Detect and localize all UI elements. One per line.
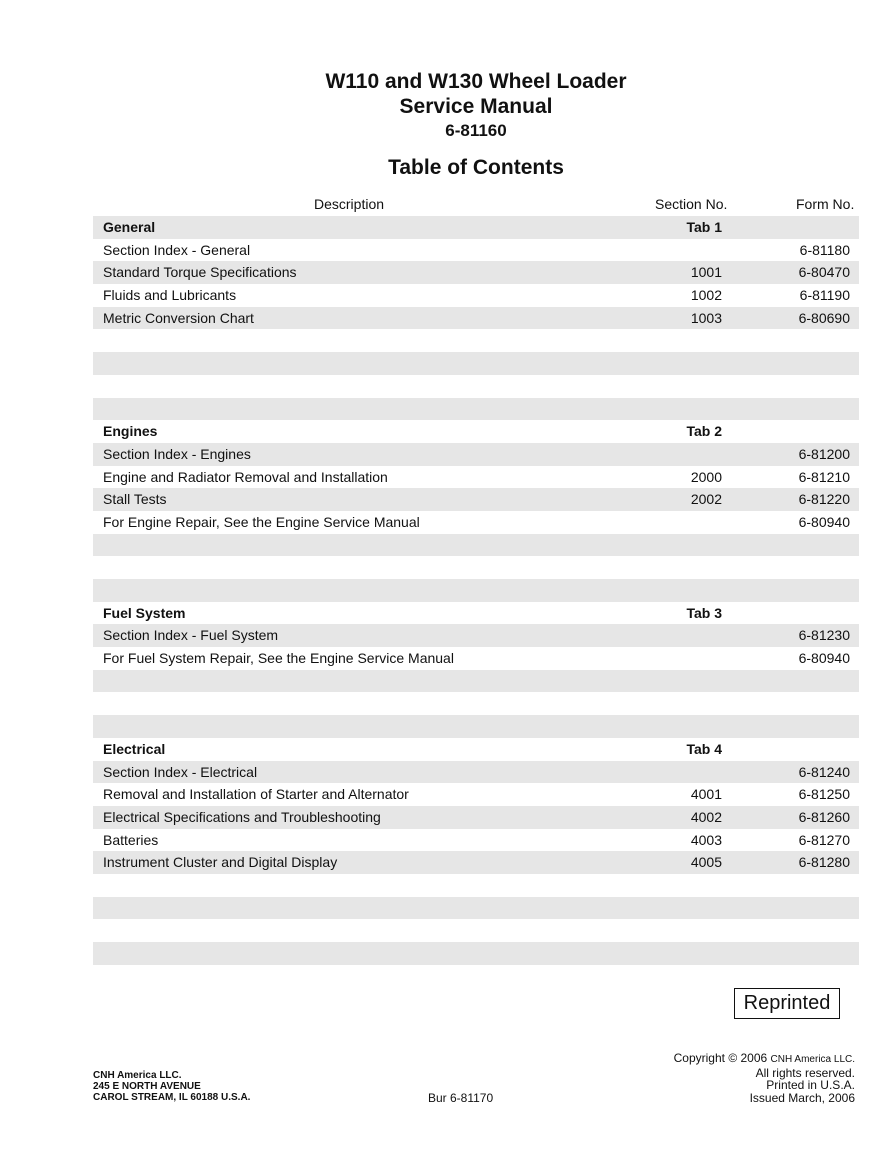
toc-description: Fluids and Lubricants: [103, 287, 237, 304]
toc-description: Fuel System: [103, 604, 186, 621]
toc-section-number: 2000: [690, 468, 722, 485]
toc-form-number: 6-81200: [798, 445, 850, 462]
toc-row: [93, 829, 859, 852]
toc-row: [93, 761, 859, 784]
toc-form-number: 6-80940: [798, 650, 850, 667]
company-city: CAROL STREAM, IL 60188 U.S.A.: [93, 1092, 251, 1103]
toc-form-number: 6-81190: [799, 287, 850, 304]
toc-form-number: 6-81220: [798, 491, 850, 508]
copyright-line: Copyright © 2006 CNH America LLC.: [673, 1051, 855, 1065]
toc-row: [93, 352, 859, 375]
toc-description: Removal and Installation of Starter and Alternator: [103, 786, 409, 803]
toc-row: [93, 647, 859, 670]
toc-section-number: Tab 2: [686, 423, 722, 440]
toc-row: [93, 715, 859, 738]
issued-date: Issued March, 2006: [749, 1091, 855, 1106]
toc-section-number: 4003: [690, 831, 722, 848]
toc-section-header: [93, 602, 859, 625]
toc-section-number: Tab 1: [686, 219, 722, 235]
toc-section-header: [93, 738, 859, 761]
toc-row: [93, 624, 859, 647]
toc-form-number: 6-81210: [798, 468, 850, 485]
column-header-description: Description: [314, 196, 385, 212]
toc-row: [93, 670, 859, 693]
toc-form-number: 6-81180: [799, 241, 850, 258]
company-address: [93, 1070, 250, 1103]
toc-description: Metric Conversion Chart: [103, 309, 254, 326]
toc-section-number: 4001: [690, 786, 722, 803]
toc-row: [93, 488, 859, 511]
toc-form-number: 6-81270: [798, 831, 850, 848]
toc-row: [93, 874, 859, 897]
column-header-section: Section No.: [655, 196, 728, 212]
toc-form-number: 6-81280: [798, 854, 850, 871]
toc-description: Section Index - Engines: [103, 445, 251, 462]
copyright-block: [674, 1052, 855, 1105]
toc-row: [93, 942, 859, 965]
toc-section-number: Tab 4: [686, 740, 722, 757]
toc-description: Section Index - Electrical: [103, 763, 258, 780]
toc-section-number: 2002: [690, 491, 722, 508]
rights-reserved: All rights reserved.: [755, 1065, 855, 1080]
toc-description: General: [103, 219, 156, 235]
column-header-form: Form No.: [796, 196, 855, 212]
toc-section-number: 1003: [690, 309, 722, 326]
toc-section-number: 4005: [690, 854, 722, 871]
toc-row: [93, 466, 859, 489]
toc-row: [93, 919, 859, 942]
toc-description: Stall Tests: [103, 491, 167, 508]
manual-number: 6-81160: [445, 121, 507, 140]
toc-description: Standard Torque Specifications: [103, 264, 297, 281]
toc-row: [93, 579, 859, 602]
toc-section-number: 4002: [690, 808, 722, 825]
company-street: 245 E NORTH AVENUE: [93, 1081, 201, 1092]
toc-section-number: 1001: [690, 264, 722, 281]
manual-title-line2: Service Manual: [399, 95, 553, 118]
toc-row: [93, 897, 859, 920]
toc-row: [93, 556, 859, 579]
toc-description: Batteries: [103, 831, 159, 848]
toc-description: Section Index - Fuel System: [103, 627, 279, 644]
toc-description: For Engine Repair, See the Engine Service Manual: [103, 513, 420, 530]
toc-form-number: 6-80690: [798, 309, 850, 326]
toc-form-number: 6-81230: [798, 627, 850, 644]
toc-section-number: 1002: [690, 287, 722, 304]
toc-form-number: 6-81260: [798, 808, 850, 825]
toc-row: [93, 511, 859, 534]
toc-form-number: 6-80470: [798, 264, 850, 281]
toc-description: Engines: [103, 423, 158, 440]
toc-row: [93, 261, 859, 284]
printed-in: Printed in U.S.A.: [766, 1078, 855, 1093]
toc-row: [93, 329, 859, 352]
toc-title: Table of Contents: [388, 156, 564, 179]
toc-section-number: Tab 3: [686, 604, 722, 621]
toc-row: [93, 534, 859, 557]
toc-section-header: [93, 420, 859, 443]
toc-row: [93, 783, 859, 806]
toc-row: [93, 443, 859, 466]
toc-row: [93, 307, 859, 330]
form-code: Bur 6-81170: [428, 1091, 494, 1105]
toc-description: Electrical: [103, 740, 166, 757]
toc-row: [93, 398, 859, 421]
toc-form-number: 6-80940: [798, 513, 850, 530]
toc-row: [93, 239, 859, 262]
toc-description: Instrument Cluster and Digital Display: [103, 854, 338, 871]
toc-description: Engine and Radiator Removal and Installation: [103, 468, 388, 485]
toc-row: [93, 851, 859, 874]
toc-description: Section Index - General: [103, 241, 251, 258]
manual-title-line1: W110 and W130 Wheel Loader: [325, 70, 627, 93]
toc-row: [93, 692, 859, 715]
toc-row: [93, 806, 859, 829]
toc-form-number: 6-81250: [798, 786, 850, 803]
toc-row: [93, 284, 859, 307]
toc-section-header: [93, 216, 859, 239]
toc-description: For Fuel System Repair, See the Engine Service Manual: [103, 650, 454, 667]
reprinted-stamp: Reprinted: [734, 988, 840, 1019]
toc-table: [93, 216, 859, 965]
toc-form-number: 6-81240: [798, 763, 850, 780]
company-name: CNH America LLC.: [93, 1070, 182, 1081]
toc-row: [93, 375, 859, 398]
toc-description: Electrical Specifications and Troubleshooting: [103, 808, 381, 825]
